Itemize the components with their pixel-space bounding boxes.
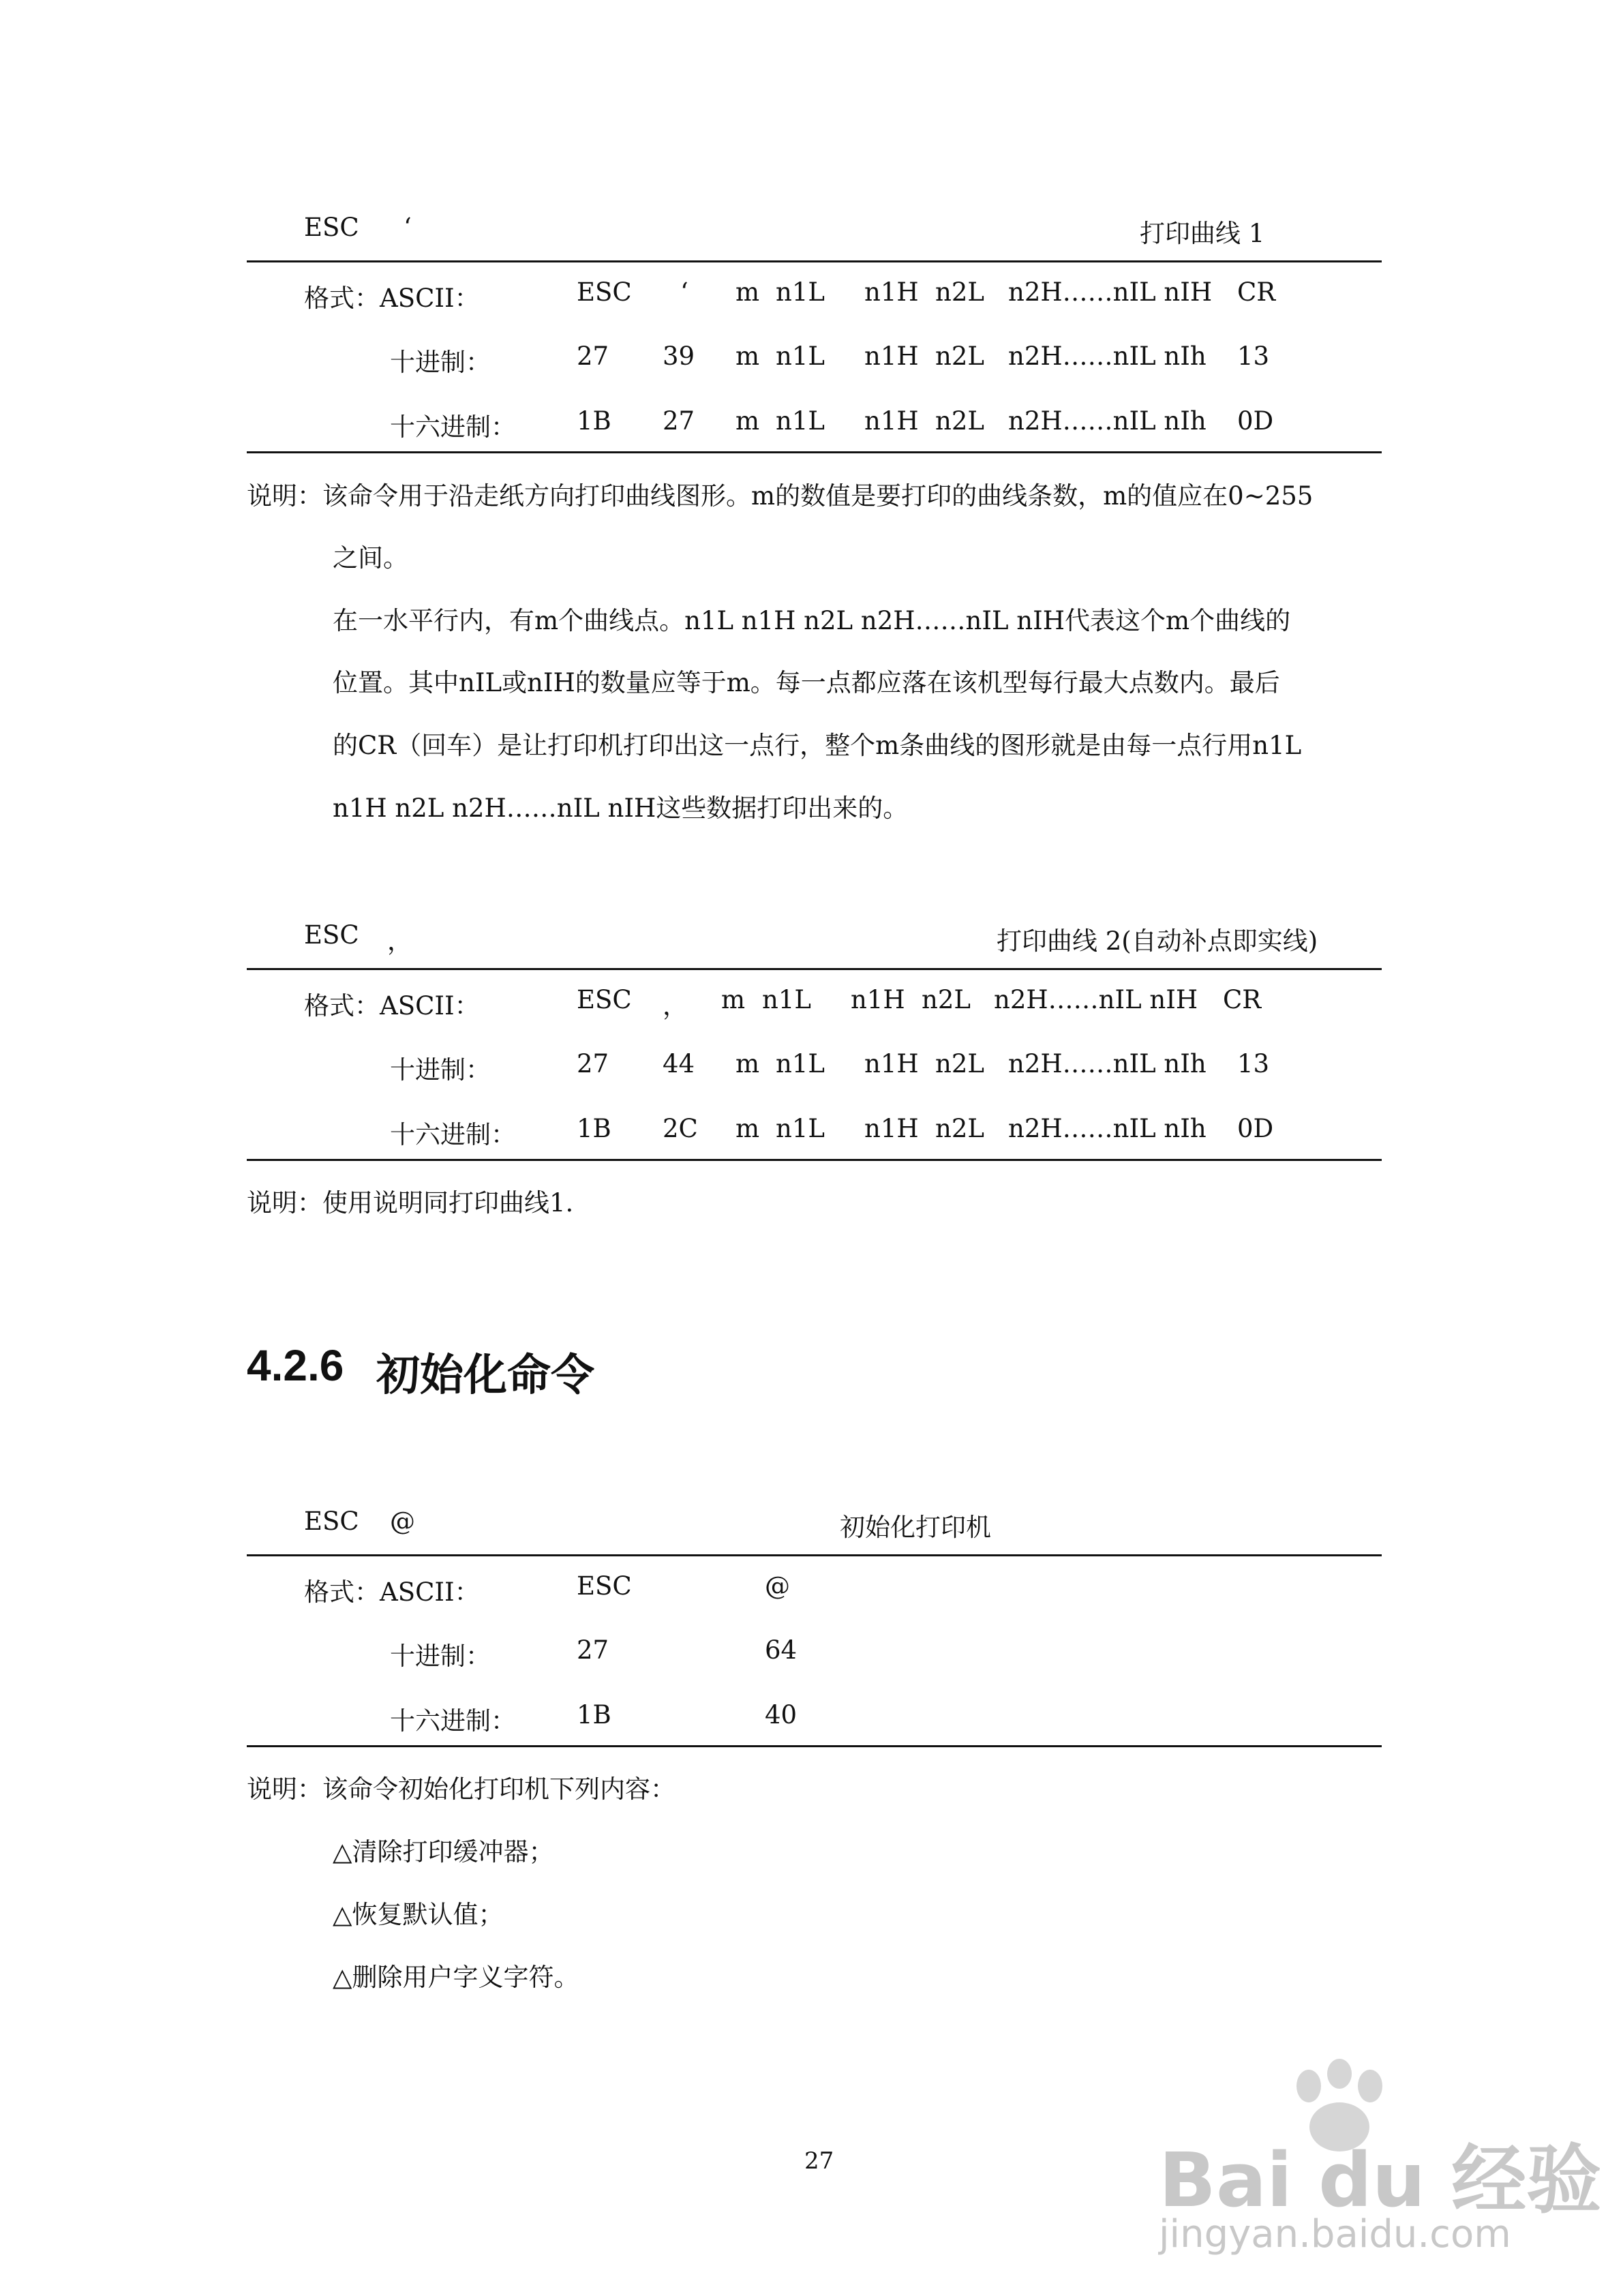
format-label: 十六进制： — [390, 1706, 516, 1736]
cmd3-title: 初始化打印机 — [840, 1513, 991, 1542]
cmd1-top-rule — [247, 260, 1382, 262]
format-label: 十六进制： — [390, 1120, 516, 1149]
cell: 40 — [765, 1700, 798, 1729]
cell: n2H……nIL nIh — [1008, 342, 1207, 371]
cmd2-desc: 说明：使用说明同打印曲线1. — [247, 1188, 574, 1218]
cmd3-symbol: @ — [390, 1507, 415, 1536]
cell: n1L — [776, 277, 825, 307]
cmd1-code: ESC — [304, 213, 359, 242]
cell: 27 — [663, 406, 695, 436]
cell: 27 — [577, 1049, 609, 1078]
cell: n1H — [864, 1049, 919, 1078]
cmd1-desc-line: 位置。其中nIL或nIH的数量应等于m。每一点都应落在该机型每行最大点数内。最后 — [333, 668, 1280, 697]
cmd3-top-rule — [247, 1554, 1382, 1556]
cell: m — [735, 406, 760, 436]
format-label: 十进制： — [390, 1055, 491, 1085]
format-label: 格式：ASCII： — [304, 284, 480, 313]
cell: 64 — [765, 1635, 798, 1665]
cell: m — [735, 1049, 760, 1078]
cmd2-top-rule — [247, 968, 1382, 970]
cmd1-title: 打印曲线 1 — [1140, 219, 1265, 248]
cell: n1L — [776, 1049, 825, 1078]
cell: n1H — [851, 985, 905, 1014]
format-label: 十进制： — [390, 1642, 491, 1671]
cmd1-symbol: ‘ — [404, 213, 412, 242]
cell: n1L — [776, 406, 825, 436]
cell: ， — [663, 991, 688, 1021]
cmd2-bottom-rule — [247, 1159, 1382, 1161]
cmd2-title: 打印曲线 2(自动补点即实线) — [997, 926, 1318, 956]
watermark-url: jingyan.baidu.com — [1159, 2212, 1511, 2256]
cmd1-bottom-rule — [247, 451, 1382, 453]
cell: n2L — [935, 1049, 984, 1078]
cell: 1B — [577, 1114, 611, 1143]
cmd1-desc-line: 说明：该命令用于沿走纸方向打印曲线图形。m的数值是要打印的曲线条数，m的值应在0~255 — [247, 481, 1314, 511]
cell: 2C — [663, 1114, 698, 1143]
cell: 1B — [577, 406, 611, 436]
list-item: △删除用户字义字符。 — [333, 1963, 579, 1992]
cell: n1L — [776, 342, 825, 371]
cell: n1H — [864, 342, 919, 371]
cell: n1H — [864, 1114, 919, 1143]
cell: ESC — [577, 1571, 632, 1601]
cell: 44 — [663, 1049, 695, 1078]
cmd1-desc-line: 的CR（回车）是让打印机打印出这一点行，整个m条曲线的图形就是由每一点行用n1L — [333, 731, 1302, 760]
cell: CR — [1237, 277, 1276, 307]
cell: ESC — [577, 985, 632, 1014]
cell: n1L — [762, 985, 811, 1014]
cell: m — [735, 277, 760, 307]
cell: n2L — [935, 1114, 984, 1143]
cell: 39 — [663, 342, 695, 371]
cell: n2L — [935, 342, 984, 371]
cell: n2H……nIL nIh — [1008, 406, 1207, 436]
cell: 1B — [577, 1700, 611, 1729]
cell: n2L — [935, 277, 984, 307]
cell: 27 — [577, 1635, 609, 1665]
cell: n1L — [776, 1114, 825, 1143]
cell: 0D — [1237, 406, 1274, 436]
cell: n2L — [922, 985, 971, 1014]
cell: ESC — [577, 277, 632, 307]
cell: m — [735, 342, 760, 371]
format-label: 十六进制： — [390, 412, 516, 442]
format-label: 十进制： — [390, 348, 491, 377]
section-number: 4.2.6 — [247, 1341, 344, 1390]
cmd3-desc: 说明：该命令初始化打印机下列内容： — [247, 1774, 676, 1804]
cmd1-desc-line: 之间。 — [333, 543, 408, 573]
watermark-brand: Bai du 经验 — [1159, 2136, 1602, 2224]
cmd3-bottom-rule — [247, 1745, 1382, 1747]
cell: n2H……nIL nIh — [1008, 1114, 1207, 1143]
cell: n1H — [864, 277, 919, 307]
cmd3-code: ESC — [304, 1507, 359, 1536]
cell: n2H……nIL nIH — [1008, 277, 1213, 307]
cell: CR — [1223, 985, 1262, 1014]
cmd1-desc-line: 在一水平行内，有m个曲线点。n1L n1H n2L n2H……nIL nIH代表这个m个曲线的 — [333, 606, 1291, 635]
cell: 13 — [1237, 342, 1270, 371]
list-item: △恢复默认值； — [333, 1900, 504, 1929]
cell: n2H……nIL nIH — [994, 985, 1198, 1014]
page-number: 27 — [804, 2147, 834, 2175]
cmd2-symbol: ， — [387, 926, 412, 956]
cell: @ — [765, 1571, 790, 1601]
format-label: 格式：ASCII： — [304, 1577, 480, 1607]
cell: 13 — [1237, 1049, 1270, 1078]
section-title: 初始化命令 — [376, 1350, 594, 1400]
cell: m — [721, 985, 746, 1014]
cell: n2L — [935, 406, 984, 436]
cmd2-code: ESC — [304, 920, 359, 950]
cell: 0D — [1237, 1114, 1274, 1143]
cell: n2H……nIL nIh — [1008, 1049, 1207, 1078]
format-label: 格式：ASCII： — [304, 991, 480, 1021]
cell: n1H — [864, 406, 919, 436]
cell: ‘ — [680, 277, 688, 307]
cmd1-desc-line: n1H n2L n2H……nIL nIH这些数据打印出来的。 — [333, 794, 909, 823]
cell: m — [735, 1114, 760, 1143]
list-item: △清除打印缓冲器； — [333, 1837, 554, 1867]
cell: 27 — [577, 342, 609, 371]
